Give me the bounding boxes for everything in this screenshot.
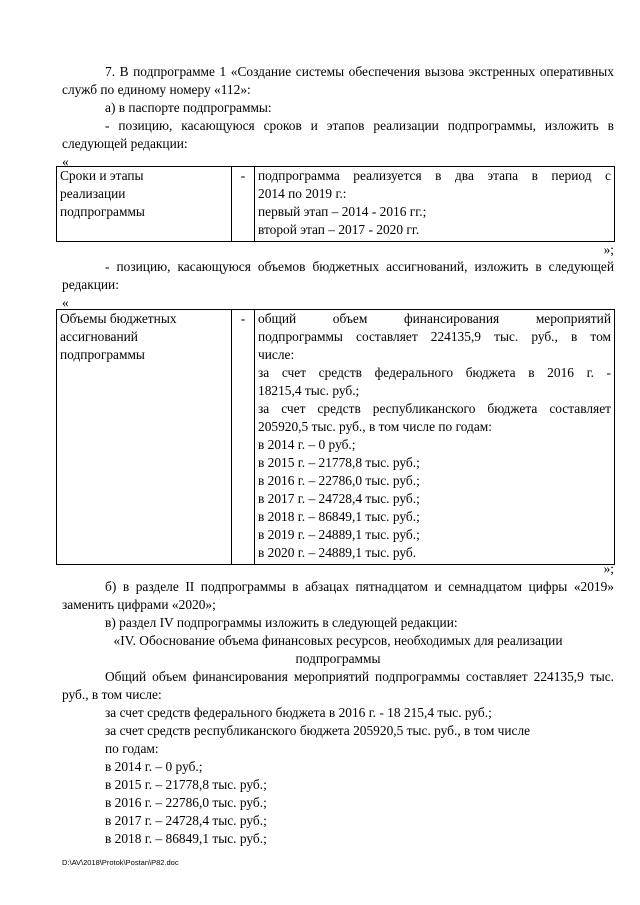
year-line: в 2017 г. – 24728,4 тыс. руб.; bbox=[105, 813, 267, 828]
item7-intro: 7. В подпрограмме 1 «Создание системы обеспечения вызова экстренных оперативных служб по единому номеру «112»: bbox=[62, 64, 614, 97]
year-line: в 2015 г. – 21778,8 тыс. руб.; bbox=[105, 777, 267, 792]
budget-label-cell bbox=[57, 310, 232, 565]
subitem-a: а) в паспорте подпрограммы: bbox=[105, 100, 272, 115]
budget-value-line: за счет средств республиканского бюджета составляет bbox=[258, 401, 611, 416]
total-funding-text: Общий объем финансирования мероприятий подпрограммы составляет 224135,9 тыс. руб., в том числе: bbox=[62, 669, 614, 702]
budget-dash-cell: - bbox=[232, 310, 255, 565]
subitem-v: в) раздел IV подпрограммы изложить в следующей редакции: bbox=[105, 615, 458, 630]
budget-value-line: подпрограммы составляет 224135,9 тыс. руб., в том bbox=[258, 329, 611, 344]
position-budget-text: - позицию, касающуюся объемов бюджетных ассигнований, изложить в следующей редакции: bbox=[62, 259, 614, 292]
open-quote: « bbox=[62, 295, 69, 310]
close-quote: »; bbox=[603, 242, 614, 257]
section-title: «IV. Обоснование объема финансовых ресурсов, необходимых для реализации bbox=[113, 633, 563, 648]
terms-value-line: подпрограмма реализуется в два этапа в период с bbox=[258, 168, 611, 183]
terms-table bbox=[56, 166, 615, 242]
terms-label-line: реализации bbox=[60, 186, 126, 201]
republic-funding-text-cont: по годам: bbox=[105, 741, 159, 756]
budget-value-line: в 2014 г. – 0 руб.; bbox=[258, 437, 356, 452]
budget-label-line: подпрограммы bbox=[60, 347, 145, 362]
close-quote: »; bbox=[603, 561, 614, 576]
terms-value-line: второй этап – 2017 - 2020 гг. bbox=[258, 222, 420, 237]
budget-value-line: общий объем финансирования мероприятий bbox=[258, 311, 611, 326]
budget-value-line: в 2015 г. – 21778,8 тыс. руб.; bbox=[258, 455, 420, 470]
budget-value-line: 18215,4 тыс. руб.; bbox=[258, 383, 360, 398]
file-path-footer: D:\AV\2018\Protok\Postan\P82.doc bbox=[62, 858, 179, 867]
terms-value-cell bbox=[255, 167, 615, 242]
budget-value-cell bbox=[255, 310, 615, 565]
budget-table bbox=[56, 309, 615, 565]
budget-value-line: в 2019 г. – 24889,1 тыс. руб.; bbox=[258, 527, 420, 542]
terms-label-line: Сроки и этапы bbox=[60, 168, 144, 183]
terms-dash-cell: - bbox=[232, 167, 255, 242]
budget-value-line: в 2018 г. – 86849,1 тыс. руб.; bbox=[258, 509, 420, 524]
terms-value-line: 2014 по 2019 г.: bbox=[258, 186, 347, 201]
subitem-b: б) в разделе II подпрограммы в абзацах пятнадцатом и семнадцатом цифры «2019» заменить цифрами «2020»; bbox=[62, 579, 614, 612]
budget-value-line: в 2016 г. – 22786,0 тыс. руб.; bbox=[258, 473, 420, 488]
section-title-cont: подпрограммы bbox=[295, 651, 381, 666]
federal-funding-text: за счет средств федерального бюджета в 2016 г. - 18 215,4 тыс. руб.; bbox=[105, 705, 492, 720]
terms-value-line: первый этап – 2014 - 2016 гг.; bbox=[258, 204, 427, 219]
position-terms-text: - позицию, касающуюся сроков и этапов реализации подпрограммы, изложить в следующей редакции: bbox=[62, 118, 614, 151]
terms-label-cell bbox=[57, 167, 232, 242]
year-line: в 2016 г. – 22786,0 тыс. руб.; bbox=[105, 795, 267, 810]
budget-value-line: числе: bbox=[258, 347, 295, 362]
budget-label-line: ассигнований bbox=[60, 329, 138, 344]
budget-value-line: 205920,5 тыс. руб., в том числе по годам: bbox=[258, 419, 492, 434]
open-quote: « bbox=[62, 154, 69, 169]
terms-label-line: подпрограммы bbox=[60, 204, 145, 219]
year-line: в 2018 г. – 86849,1 тыс. руб.; bbox=[105, 831, 267, 846]
budget-value-line: в 2020 г. – 24889,1 тыс. руб. bbox=[258, 545, 417, 560]
budget-label-line: Объемы бюджетных bbox=[60, 311, 177, 326]
budget-value-line: за счет средств федерального бюджета в 2016 г. - bbox=[258, 365, 611, 380]
republic-funding-text: за счет средств республиканского бюджета 205920,5 тыс. руб., в том числе bbox=[105, 723, 531, 738]
budget-value-line: в 2017 г. – 24728,4 тыс. руб.; bbox=[258, 491, 420, 506]
year-line: в 2014 г. – 0 руб.; bbox=[105, 759, 203, 774]
